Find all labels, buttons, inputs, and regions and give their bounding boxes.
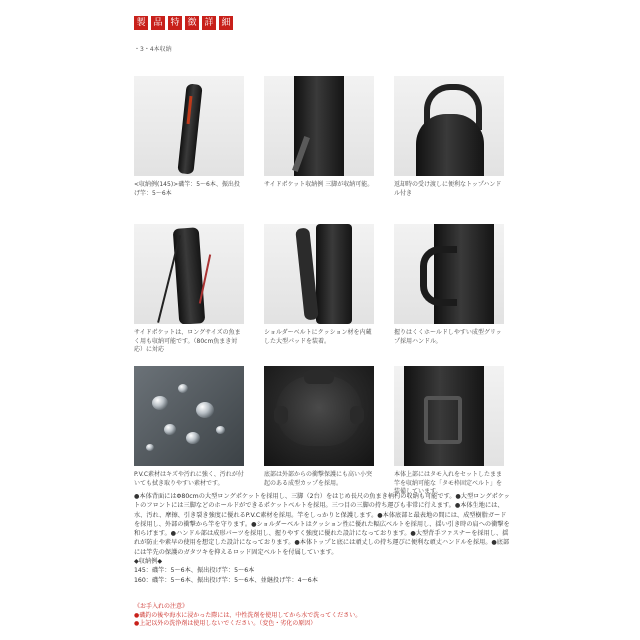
product-photo — [134, 76, 244, 176]
title-char: 品 — [151, 16, 165, 30]
feature-caption: ショルダーベルトにクッション材を内蔵した大型パッドを装着。 — [264, 329, 372, 345]
title-char: 細 — [219, 16, 233, 30]
page-title — [134, 16, 233, 30]
feature-caption: サイドポケット収納例 三脚が収納可能。 — [264, 181, 374, 188]
feature-caption: 底部は外部からの衝撃保護にも高い小突起のある成型カップを採用。 — [264, 471, 373, 487]
feature-caption: P.V.C素材はキズや汚れに強く、汚れが付いても拭き取りやすい素材です。 — [134, 471, 244, 487]
feature-card — [134, 76, 244, 198]
product-photo — [264, 224, 374, 324]
care-notes — [134, 603, 361, 629]
description-paragraph: ●本体背面にはΦ80cmの大型ロングポケットを採用し、三脚（2台）をはじめ長尺の魚まき柄杓の収納も可能です。●大型ロングポケットのフロントには三脚などのホールドができるポケットベルトを採用。三つ目の三脚の持ち運びも非常に行えます。●本体生地には、水、汚れ、摩擦、引き裂き強度に優れるP.V.C素材を採用。竿をしっかりと保護します。●本体底部と最表地の間には、成型樹脂ガードを採用し、外部の衝撃から竿を守ります。●ショルダーベルトはクッション性に優れた幅広ベルトを採用し、揺い引き時の肩への衝撃を和らげます。●ハンドル部は成形パーツを採用し、握りやすく強度に優れた設計になっております。●大型背手ファスナーを採用し、揺れが防止や素早の使用を想定した設計になっております。●本体トップと底には頑丈しの持ち運びに便利な頑丈ハンドルを採用。●底部には竿先の保護のガタツキを抑えるロッド固定ベルトを付属しています。 — [134, 493, 510, 556]
product-photo — [264, 76, 374, 176]
care-line: ●上記以外の洗浄剤は使用しないでください。（変色・劣化の原因） — [134, 620, 317, 627]
product-photo — [134, 224, 244, 324]
feature-card — [134, 366, 244, 488]
storage-line: 145：磯竿：5～6本、振出投げ竿：5～6本 — [134, 567, 255, 575]
feature-card — [394, 366, 504, 497]
storage-line: 160：磯竿：5～6本、振出投げ竿：5～6本、並継投げ竿：4～6本 — [134, 576, 318, 584]
feature-caption: サイドポケットは、ロングサイズの魚まく用も収納可能です。（80cm魚まき対応）に対応 — [134, 329, 241, 353]
title-char: 徴 — [185, 16, 199, 30]
subtitle: ・3・4本収納 — [134, 46, 172, 53]
feature-caption: 返却時の受け渡しに便利なトップハンドル付き — [394, 181, 502, 197]
title-char: 製 — [134, 16, 148, 30]
feature-card — [264, 76, 374, 190]
care-title: 《お手入れの注意》 — [134, 603, 189, 610]
feature-card — [264, 366, 374, 488]
title-char: 特 — [168, 16, 182, 30]
title-char: 詳 — [202, 16, 216, 30]
feature-card — [264, 224, 374, 346]
storage-label: ◆収納例◆ — [134, 558, 163, 566]
product-photo — [134, 366, 244, 466]
product-photo — [394, 224, 504, 324]
feature-caption: <収納例(145)>磯竿：5～6本、振出投げ竿：5～6本 — [134, 181, 240, 197]
product-photo — [394, 76, 504, 176]
product-description — [134, 492, 512, 585]
product-photo — [264, 366, 374, 466]
care-line: ●磯釣の後や海水に浸かった際には、中性洗剤を使用してから水で洗ってください。 — [134, 611, 362, 619]
feature-card — [134, 224, 244, 355]
product-photo — [394, 366, 504, 466]
feature-caption: 握りはくくホールドしやすい成型グリップ採用ハンドル。 — [394, 329, 502, 345]
feature-card — [394, 76, 504, 198]
feature-caption: 本体上部にはタモ入れをセットしたまま竿を収納可能な「タモ枠固定ベルト」を装備しています。 — [394, 471, 503, 495]
feature-card — [394, 224, 504, 346]
